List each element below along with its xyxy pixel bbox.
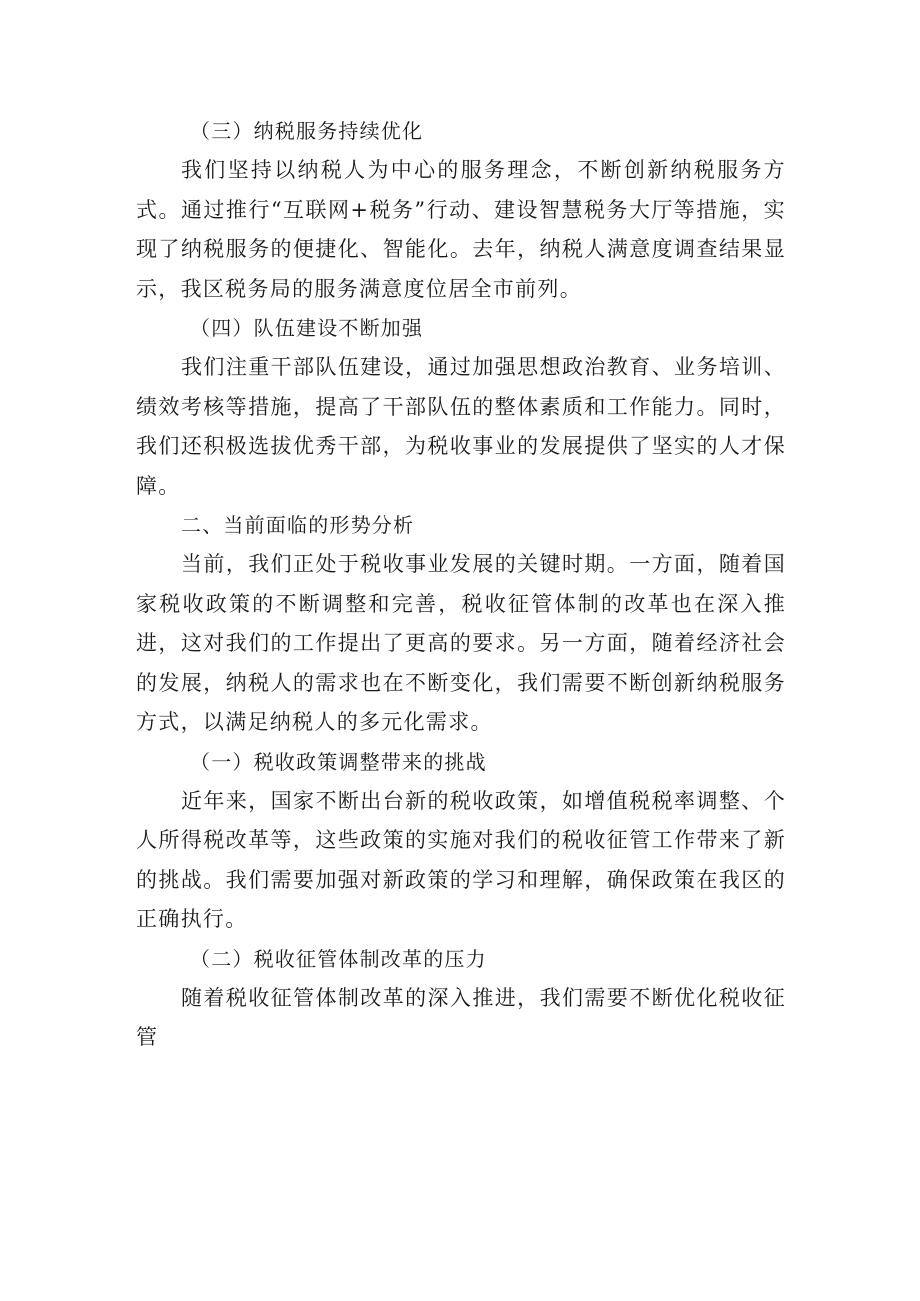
paragraph-situation-analysis: 当前，我们正处于税收事业发展的关键时期。一方面，随着国家税收政策的不断调整和完善，税收征管体制的改革也在深入推进，这对我们的工作提出了更高的要求。另一方面，随着经济社会的发展，纳税人的需求也在不断变化，我们需要不断创新纳税服务方式，以满足纳税人的多元化需求。 [136,552,786,735]
paragraph-policy-challenges: 近年来，国家不断出台新的税收政策，如增值税税率调整、个人所得税改革等，这些政策的实施对我们的税收征管工作带来了新的挑战。我们需要加强对新政策的学习和理解，确保政策在我区的正确执行。 [136,788,786,932]
subheading-service-optimization: （三）纳税服务持续优化 [190,119,424,143]
document-body [136,112,786,1058]
section-heading-situation-analysis: 二、当前面临的形势分析 [181,513,415,538]
subheading-policy-challenges: （一）税收政策调整带来的挑战 [190,749,487,774]
subheading-reform-pressure: （二）税收征管体制改革的压力 [190,946,487,971]
paragraph-reform-pressure: 随着税收征管体制改革的深入推进，我们需要不断优化税收征管 [136,985,786,1050]
paragraph-service-optimization: 我们坚持以纳税人为中心的服务理念，不断创新纳税服务方式。通过推行“互联网+税务”行动、建设智慧税务大厅等措施，实现了纳税服务的便捷化、智能化。去年，纳税人满意度调查结果显示，我区税务局的服务满意度位居全市前列。 [136,158,786,301]
paragraph-team-building: 我们注重干部队伍建设，通过加强思想政治教育、业务培训、绩效考核等措施，提高了干部队伍的整体素质和工作能力。同时，我们还积极选拔优秀干部，为税收事业的发展提供了坚实的人才保障。 [136,355,786,498]
subheading-team-building: （四）队伍建设不断加强 [190,316,424,341]
